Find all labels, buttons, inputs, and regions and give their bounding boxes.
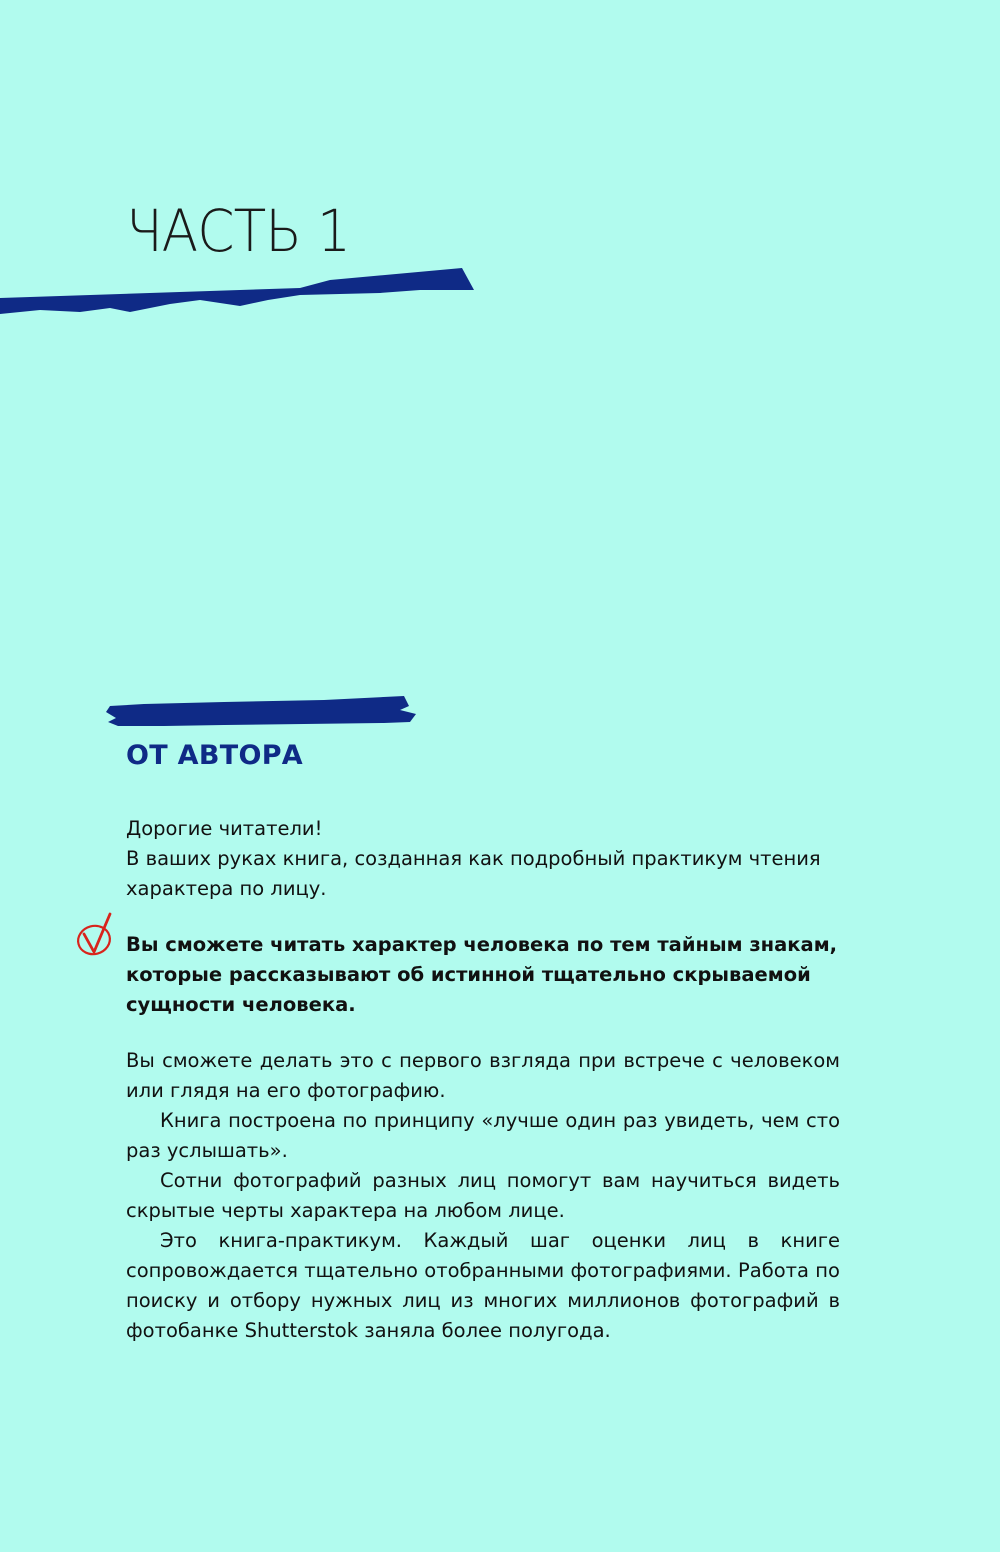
body-text <box>126 1046 840 1346</box>
brush-stroke-top <box>0 262 480 322</box>
brush-stroke-section <box>104 692 420 732</box>
body-paragraph: Это книга-практикум. Каждый шаг оценки лиц в книге сопровождается тщательно отобранными фотографиями. Работа по поиску и отбору нужных лиц из многих миллионов фотографий в фотобанке Shutterstok заняла более полугода. <box>126 1229 840 1342</box>
greeting: Дорогие читатели! <box>126 817 323 840</box>
body-paragraph: Книга построена по принципу «лучше один раз увидеть, чем сто раз услышать». <box>126 1109 840 1162</box>
intro-line: В ваших руках книга, созданная как подробный практикум чтения характера по лицу. <box>126 847 821 900</box>
section-heading: ОТ АВТОРА <box>126 740 304 771</box>
intro-text <box>126 814 840 904</box>
body-paragraph: Вы сможете делать это с первого взгляда при встрече с человеком или глядя на его фотографию. <box>126 1049 840 1102</box>
highlight-text: Вы сможете читать характер человека по тем тайным знакам, которые рассказывают об истинной тщательно скрываемой сущности человека. <box>126 933 838 1016</box>
body-paragraph: Сотни фотографий разных лиц помогут вам научиться видеть скрытые черты характера на любом лице. <box>126 1169 840 1222</box>
part-title: ЧАСТЬ 1 <box>126 197 351 265</box>
handwritten-check-icon <box>74 910 118 960</box>
